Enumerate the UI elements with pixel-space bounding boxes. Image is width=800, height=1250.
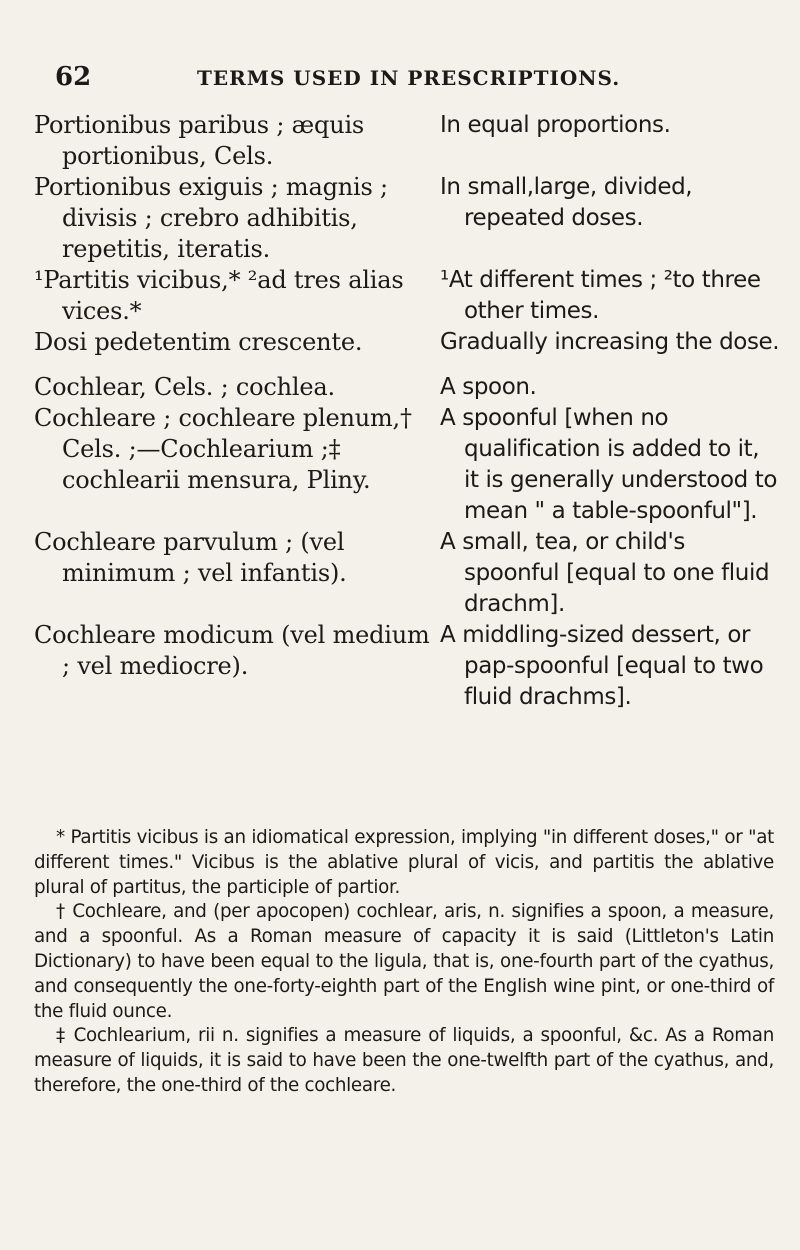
english-translation: In equal proportions. [440,112,671,138]
term-entry [34,620,780,713]
english-translation: A middling-sized dessert, or pap-spoonful [equal to two fluid drachms]. [440,622,764,710]
running-head: TERMS USED IN PRESCRIPTIONS. [197,66,621,90]
term-list [34,110,780,713]
english-translation: A small, tea, or child's spoonful [equal to one fluid drachm]. [440,529,770,617]
english-translation: Gradually increasing the dose. [440,329,780,355]
page-number: 62 [55,62,92,92]
footnote-cochleare: † Cochleare, and (per apocopen) cochlear, aris, n. signifies a spoon, a measure, and a spoonful. As a Roman measure of capacity it is said (Littleton's Latin Dictionary) to have been equal to the ligula, that is, one-fourth part of the cyathus, and consequently the one-forty-eighth part of the English wine pint, or one-third of the fluid ounce. [34,901,774,1022]
term-entry [34,527,780,620]
latin-term: Portionibus paribus ; æquis portionibus, Cels. [34,111,365,170]
latin-term: ¹Partitis vicibus,* ²ad tres alias vices.* [34,266,404,325]
latin-term: Cochleare ; cochleare plenum,† Cels. ;—Cochlearium ;‡ cochlearii mensura, Pliny. [34,404,412,494]
latin-term: Portionibus exiguis ; magnis ; divisis ; crebro adhibitis, repetitis, iteratis. [34,173,388,263]
footnote-partitis: * Partitis vicibus is an idiomatical expression, implying "in different doses," or "at different times." Vicibus is the ablative plural of vicis, and partitis the ablative plural of partitus, the participle of partior. [34,827,774,898]
footnotes [34,826,774,1099]
latin-term: Cochleare parvulum ; (vel minimum ; vel infantis). [34,528,347,587]
english-translation: A spoonful [when no qualification is added to it, it is generally understood to mean " a table-spoonful"]. [440,405,778,524]
entry-gap [34,358,780,372]
term-entry [34,265,780,327]
term-entry [34,327,780,358]
page-header [55,62,755,94]
term-entry [34,372,780,403]
footnote-cochlearium: ‡ Cochlearium, rii n. signifies a measure of liquids, a spoonful, &c. As a Roman measure of liquids, it is said to have been the one-twelfth part of the cyathus, and, therefore, the one-third of the cochleare. [34,1025,774,1096]
latin-term: Cochleare modicum (vel medium ; vel mediocre). [34,621,430,680]
term-entry [34,403,780,527]
term-entry [34,110,780,172]
term-entry [34,172,780,265]
english-translation: A spoon. [440,374,537,400]
english-translation: ¹At different times ; ²to three other times. [440,267,761,324]
latin-term: Cochlear, Cels. ; cochlea. [34,373,335,401]
latin-term: Dosi pedetentim crescente. [34,328,363,356]
english-translation: In small,large, divided, repeated doses. [440,174,693,231]
